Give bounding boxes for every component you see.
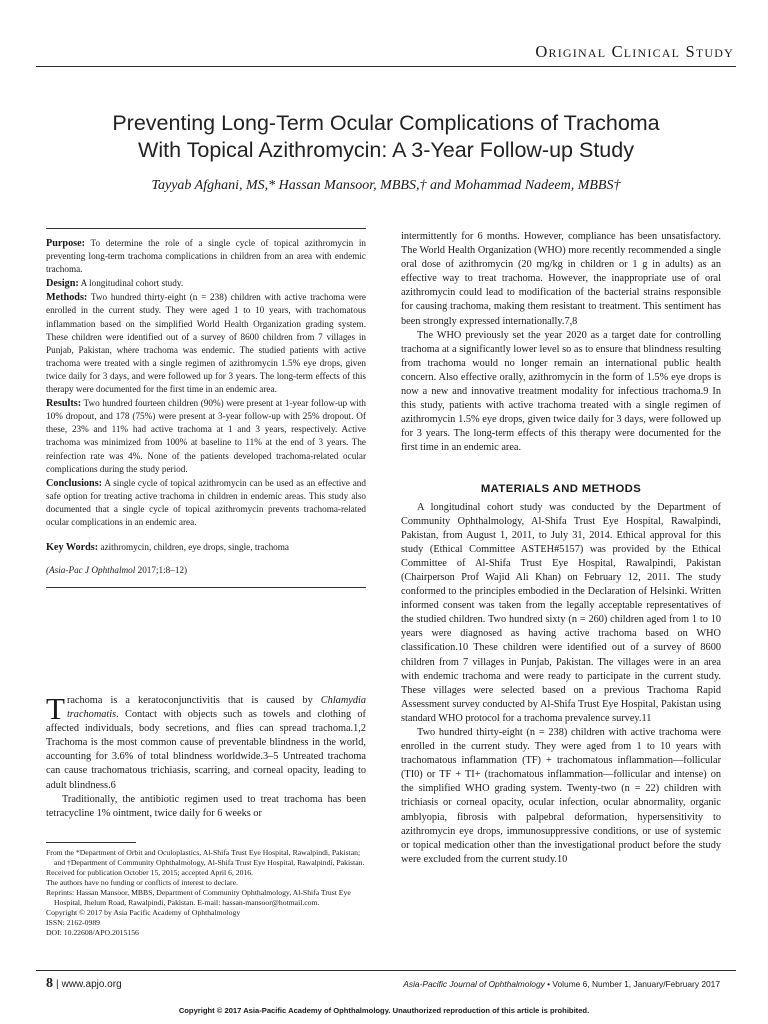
citation-rest: 2017;1:8–12) [135,565,188,576]
footnote-doi: DOI: 10.22608/APO.2015156 [46,928,139,937]
footnotes [46,842,366,938]
design-label: Design: [46,278,79,290]
footer-issue: • Volume 6, Number 1, January/February 2017 [544,979,720,989]
results-text: Two hundred fourteen children (90%) were present at 1-year follow-up with 10% dropout, and 178 (75%) were present at 3-year follow-up with 25% dropout. Of these, 23% and 11% had active trachoma at 1 and 3 years, respectively. Active trachoma was minimized from 100% at baseline to 11% at the end of 3 years. The reinfection rate was 4%. None of the patients developed trachoma-related ocular complications during the study period. [46,398,366,474]
col2-paragraph-2: The WHO previously set the year 2020 as a target date for controlling trachoma at a significantly lower level so as to ensure that blindness resulting from trachoma would no longer remain an international public health concern. Also effective orally, azithromycin in the form of 1.5% eye drops is now a new and innovative treatment modality for infectious trachoma.9 In this study, patients with active trachoma treated with a single regimen of azithromycin 1.5% eye drops, given twice daily for 3 days, were followed up for 3 years. The long-term effects of this therapy were documented for the first time in an endemic area. [401,329,721,454]
design-text: A longitudinal cohort study. [78,278,184,289]
abstract-design [46,277,366,290]
title-line-2: With Topical Azithromycin: A 3-Year Follow-up Study [138,138,634,162]
footer-separator: | [56,979,59,990]
keywords-label: Key Words: [46,542,99,554]
purpose-text: To determine the role of a single cycle of topical azithromycin in preventing long-term trachoma complications in children from an area with endemic trachoma. [46,238,366,275]
footnote-rule [46,842,136,843]
abstract [46,228,366,588]
footnote-conflicts: The authors have no funding or conflicts of interest to declare. [46,878,238,887]
results-label: Results: [46,398,82,410]
footnote-received: Received for publication October 15, 2015; accepted April 6, 2016. [46,868,254,877]
methods-text: Two hundred thirty-eight (n = 238) children with active trachoma were enrolled in the current study. They were aged 1 to 10 years, with trachomatous inflammation based on the simplified World Health Organization grading system. These children were identified out of a survey of 8600 children from 7 villages in Punjab, Pakistan, where trachoma was endemic. The studied patients with active trachoma were treated with a single regimen of azithromycin 1.5% eye drops, given twice daily for 3 days, and were followed up for 3 years. The long-term effects of this therapy were documented for the first time in an endemic area. [46,292,366,395]
abstract-conclusions [46,477,366,529]
keywords-text: azithromycin, children, eye drops, single, trachoma [98,542,290,553]
abstract-citation [46,564,366,577]
methods-label: Methods: [46,292,88,304]
footer-journal-name: Asia-Pacific Journal of Ophthalmology [403,979,545,989]
intro-p1-start: rachoma is a keratoconjunctivitis that is caused by [66,695,321,706]
footnote-issn: ISSN: 2162-0989 [46,918,101,927]
conclusions-label: Conclusions: [46,477,103,489]
article-title [36,110,736,164]
intro-paragraph-1 [46,691,366,793]
page-number: 8 [46,976,53,991]
abstract-bottom-rule [46,587,366,588]
introduction [46,691,366,821]
conclusions-text: A single cycle of topical azithromycin can be used as an effective and safe option for treating active trachoma in children in endemic areas. This study also documented that a single cycle of topical azithromycin prevents trachoma-related ocular complications in an endemic area. [46,477,366,527]
abstract-top-rule [46,228,366,229]
abstract-purpose [46,237,366,276]
col2-paragraph-3: A longitudinal cohort study was conducted by the Department of Community Ophthalmology, Al-Shifa Trust Eye Hospital, Rawalpindi, Pakistan, from August 1, 2011, to July 31, 2014. Ethical approval for this study (Ethical Committee ASTEH#5157) was provided by the Ethical Committee of Al-Shifa Trust Eye Hospital, Rawalpindi, Pakistan (Chairperson Prof Wajid Ali Khan) on February 12, 2011. The study conformed to the principles embodied in the Declaration of Helsinki. Written informed consent was taken from the legally acceptable representatives of the studied children. Two hundred sixty (n = 260) children aged from 1 to 10 years were diagnosed as having active trachoma based on WHO classification.10 These children were identified out of a survey of 8600 children from 7 villages in Punjab, Pakistan. The villages were in an area with endemic trachoma and were ready to participate in the current study. These villages were selected based on a previous Trachoma Rapid Assessment survey conducted by Al-Shifa Trust Eye Hospital, Pakistan using standard WHO protocol for a trachoma prevalence survey.11 [401,501,721,724]
header-rule [36,66,736,67]
footer-website-link[interactable]: www.apjo.org [61,979,122,990]
intro-paragraph-2: Traditionally, the antibiotic regimen used to treat trachoma has been tetracycline 1% ointment, twice daily for 6 weeks or [46,793,366,819]
abstract-keywords [46,541,366,554]
page-copyright: Copyright © 2017 Asia-Pacific Academy of Ophthalmology. Unauthorized reproduction of this article is prohibited. [178,1006,590,1015]
footer-left [46,976,122,992]
footer-rule [36,970,736,971]
materials-methods-heading: MATERIALS AND METHODS [480,482,642,495]
footnote-affiliation: From the *Department of Orbit and Oculoplastics, Al-Shifa Trust Eye Hospital, Rawalpindi, Pakistan; and †Department of Community Ophthalmology, Al-Shifa Trust Eye Hospital, Rawalpindi, Pakistan. [46,848,365,867]
drop-cap: T [46,691,65,726]
col2-paragraph-4: Two hundred thirty-eight (n = 238) children with active trachoma were enrolled in the current study. They were aged from 1 to 10 years with trachomatous inflammation (TF) + trachomatous inflammation—follicular (TI0) or TF + TI+ (trachomatous inflammation—follicular and intense) on the simplified WHO grading system. Twenty-two (n = 22) children with trichiasis or corneal opacity, ocular infection, ocular abnormality, organic amblyopia, fibrosis with palpebral deformation, hypersensitivity to azithromycin eye drops, immunosuppressive conditions, or use of systemic or topical medication other than the investigational product before the study were excluded from the current study.10 [401,727,721,865]
author-list: Tayyab Afghani, MS,* Hassan Mansoor, MBBS,† and Mohammad Nadeem, MBBS† [151,178,621,193]
footnote-reprints: Reprints: Hassan Mansoor, MBBS, Department of Community Ophthalmology, Al-Shifa Trust Eye Hospital, Jhelum Road, Rawalpindi, Pakistan. E-mail: hassan-mansoor@hotmail.com. [46,888,351,907]
section-heading: Original Clinical Study [535,42,734,61]
purpose-label: Purpose: [46,238,86,249]
footnote-copyright: Copyright © 2017 by Asia Pacific Academy of Ophthalmology [46,908,241,917]
intro-p1-species: Chlamydia trachomatis [66,695,366,721]
title-line-1: Preventing Long-Term Ocular Complications of Trachoma [112,111,660,135]
col2-paragraph-1: intermittently for 6 months. However, compliance has been unsatisfactory. The World Health Organization (WHO) more recently recommended a single oral dose of azithromycin (20 mg/kg in children or 1 g in adults) as an effective way to treat trachoma. However, the inappropriate use of oral azithromycin could lead to modification of the bacterial strains responsible for causing trachoma, making them resistant to treatment. This sentiment has been strongly expressed internationally.7,8 [401,231,721,327]
abstract-results [46,397,366,476]
intro-p1-rest: . Contact with objects such as towels and clothing of affected individuals, body secretions, and flies can spread trachoma.1,2 Trachoma is the most common cause of preventable blindness in the world, accounting for 3.6% of total blindness worldwide.3–5 Untreated trachoma can cause trachomatous trichiasis, scarring, and corneal opacity, leading to adult blindness.6 [46,709,366,791]
citation-journal: (Asia-Pac J Ophthalmol [46,565,136,576]
abstract-methods [46,291,366,396]
right-column [401,230,721,867]
footer-journal-info [368,979,720,989]
